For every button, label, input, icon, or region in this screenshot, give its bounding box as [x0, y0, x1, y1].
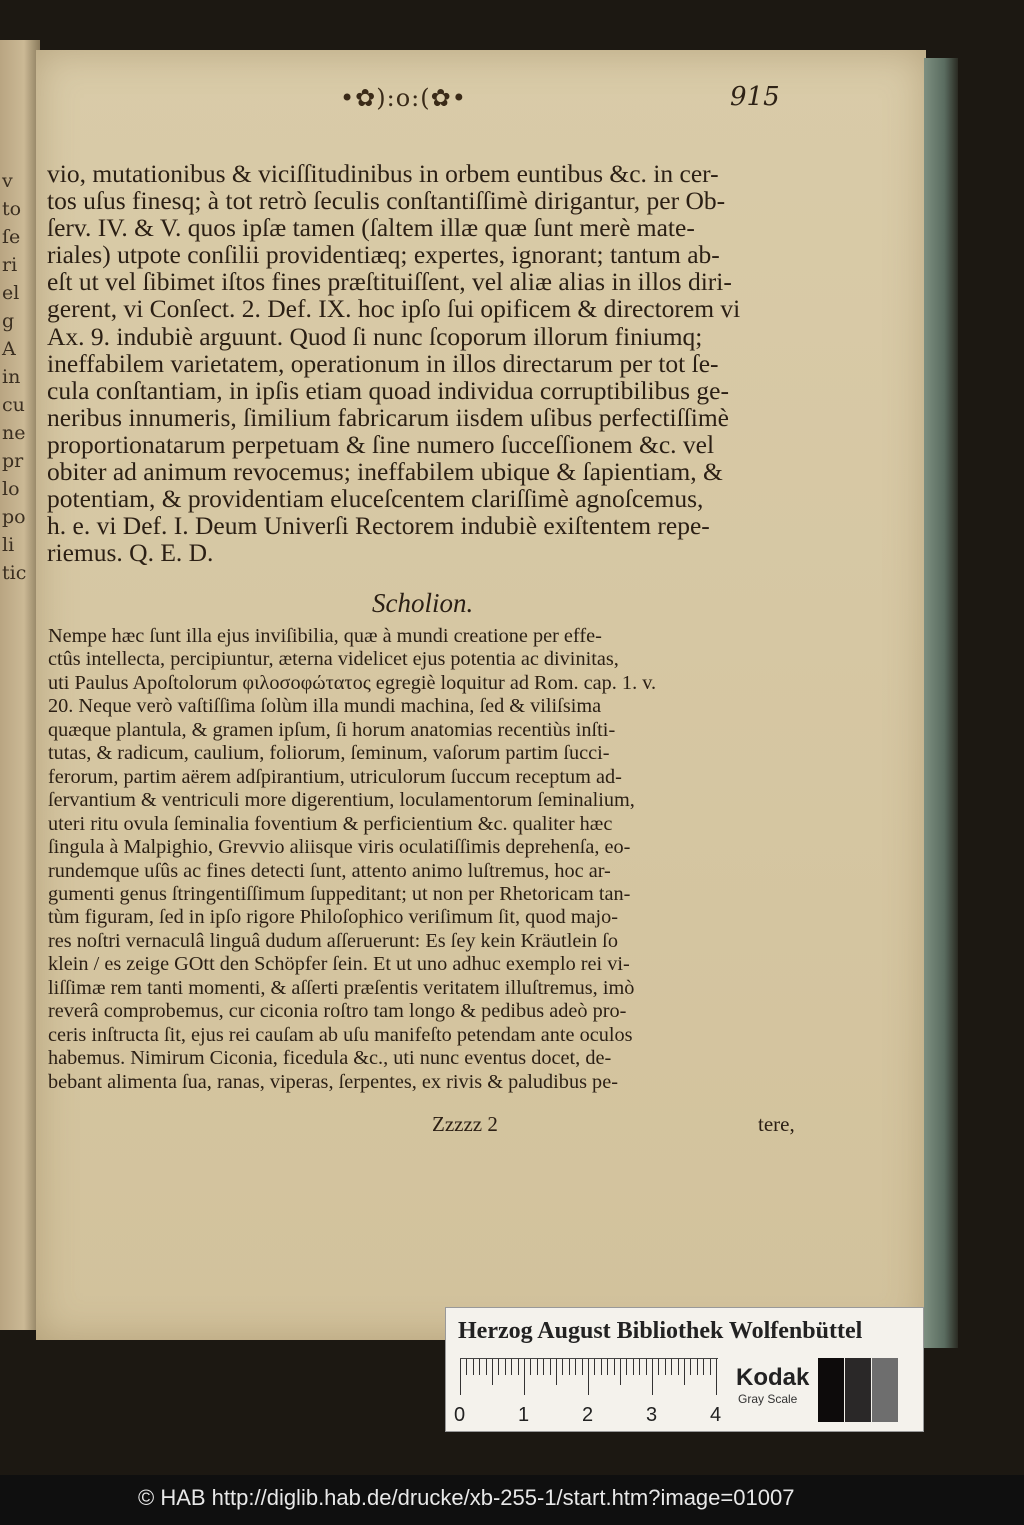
ruler-tick: [505, 1359, 506, 1375]
ruler-tick: [562, 1359, 563, 1375]
facing-page-fragment: pr: [2, 450, 24, 472]
signature-mark: Zzzzz 2: [432, 1112, 498, 1136]
ruler-tick: [530, 1359, 531, 1375]
ruler-tick: [684, 1359, 685, 1385]
text-line: bebant alimenta ſua, ranas, viperas, ſerpentes, ex rivis & paludibus pe-: [48, 1070, 618, 1093]
ruler-tick: [537, 1359, 538, 1375]
running-header: [300, 78, 820, 118]
ruler-tick: [703, 1359, 704, 1375]
scholion-paragraph: [48, 625, 808, 1094]
text-line: ctûs intellecta, percipiuntur, æterna videlicet ejus potentia ac divinitas,: [48, 648, 619, 671]
text-line: eſt ut vel ſibimet iſtos fines præſtituiſſent, vel aliæ alias in illos diri-: [47, 267, 732, 297]
facing-page-fragment: to: [2, 198, 22, 220]
gray-swatch: [845, 1358, 871, 1422]
text-line: habemus. Nimirum Ciconia, ficedula &c., uti nunc eventus docet, de-: [48, 1047, 612, 1070]
text-line: ſingula à Malpighio, Grevvio aliisque viris oculatiſſimis deprehenſa, eo-: [48, 836, 631, 859]
ruler-tick: [633, 1359, 634, 1375]
ruler-tick: [678, 1359, 679, 1375]
ruler-tick: [588, 1359, 589, 1395]
ruler-tick: [620, 1359, 621, 1385]
ruler-tick: [479, 1359, 480, 1375]
facing-page-fragment: lo: [2, 478, 20, 500]
ruler-number: 4: [710, 1404, 722, 1426]
text-line: klein / es zeige GOtt den Schöpfer ſein. Et ut uno adhuc exemplo rei vi-: [48, 953, 630, 976]
text-line: quæque plantula, & gramen ipſum, ſi horum anatomias recentiùs inſti-: [48, 718, 616, 741]
scholion-heading: Scholion.: [372, 588, 474, 618]
facing-page-fragment: in: [2, 366, 21, 388]
ruler-tick: [652, 1359, 653, 1395]
text-line: 20. Neque verò vaſtiſſima ſolùm illa mundi machina, ſed & viliſsima: [48, 695, 602, 718]
facing-page-fragment: ſe: [2, 226, 21, 248]
ruler-tick: [498, 1359, 499, 1375]
text-line: h. e. vi Def. I. Deum Univerſi Rectorem indubiè exiſtentem repe-: [47, 511, 710, 541]
gray-swatch: [818, 1358, 844, 1422]
ruler-tick: [582, 1359, 583, 1375]
ruler-tick: [658, 1359, 659, 1375]
text-line: cula conſtantiam, in ipſis etiam quoad individua corruptibilibus ge-: [47, 375, 729, 405]
text-line: uteri ritu ovula ſeminalia foventium & perficientium &c. qualiter hæc: [48, 812, 613, 835]
page-number: 915: [730, 82, 780, 112]
gray-scale-label: Gray Scale: [738, 1392, 798, 1406]
ruler-tick: [556, 1359, 557, 1385]
ruler-number: 0: [454, 1404, 466, 1426]
text-line: ineffabilem varietatem, operationum in illos directarum per tot ſe-: [47, 348, 719, 378]
ruler-tick: [607, 1359, 608, 1375]
text-line: vio, mutationibus & viciſſitudinibus in orbem euntibus &c. in cer-: [47, 159, 719, 188]
ruler-number: 2: [582, 1404, 594, 1426]
text-line: tos uſus finesq; à tot retrò ſeculis conſtantiſſimè dirigantur, per Ob-: [47, 186, 726, 216]
text-line: riemus. Q. E. D.: [47, 538, 214, 568]
ruler-tick: [575, 1359, 576, 1375]
text-line: res noſtri vernaculâ linguâ dudum aſſeruerunt: Es ſey kein Kräutlein ſo: [48, 929, 618, 952]
header-ornament: •✿):o:(✿•: [340, 84, 467, 112]
ruler-tick: [466, 1359, 467, 1375]
ruler-tick: [639, 1359, 640, 1375]
text-line: gumenti genus ſtringentiſſimum ſuppeditant; ut non per Rhetoricam tan-: [48, 882, 631, 905]
ruler-tick: [569, 1359, 570, 1375]
library-name: Herzog August Bibliothek Wolfenbüttel: [458, 1318, 863, 1344]
text-line: reverâ comprobemus, cur ciconia roſtro tam longo & pedibus adeò pro-: [48, 1000, 627, 1023]
footer-bar: [0, 1475, 1024, 1525]
kodak-label: Kodak: [736, 1364, 810, 1391]
text-line: proportionatarum perpetuam & ſine numero ſucceſſionem &c. vel: [47, 429, 715, 459]
ruler-tick: [486, 1359, 487, 1375]
ruler-tick: [626, 1359, 627, 1375]
ruler-tick: [473, 1359, 474, 1375]
facing-page-sliver: [0, 40, 40, 1330]
ruler-tick: [671, 1359, 672, 1375]
ruler-numbers: [454, 1404, 724, 1426]
text-line: rundemque uſûs ac fines detecti ſunt, attento animo luſtremus, hoc ar-: [48, 859, 611, 882]
main-paragraph: [47, 160, 807, 566]
ruler-tick: [518, 1359, 519, 1375]
facing-page-fragment: A: [2, 338, 16, 360]
ruler-tick: [524, 1359, 525, 1395]
ruler-tick: [550, 1359, 551, 1375]
footer-copyright: © HAB http://diglib.hab.de/drucke/xb-255-1/start.htm?image=01007: [138, 1485, 795, 1510]
facing-page-fragment: ri: [2, 254, 18, 276]
catchword: tere,: [758, 1112, 795, 1136]
facing-page-fragment: li: [2, 534, 15, 556]
facing-page-fragment: v: [2, 170, 13, 192]
ruler-tick: [511, 1359, 512, 1375]
library-color-strip: [445, 1307, 924, 1432]
text-line: uti Paulus Apoſtolorum φιλοσοφώτατος egregiè loquitur ad Rom. cap. 1. v.: [48, 671, 657, 694]
ruler-tick: [710, 1359, 711, 1375]
ruler-tick: [614, 1359, 615, 1375]
ruler-tick: [665, 1359, 666, 1375]
text-line: ſerv. IV. & V. quos ipſæ tamen (ſaltem illæ quæ ſunt merè mate-: [47, 213, 695, 243]
ruler-tick: [697, 1359, 698, 1375]
ruler-number: 1: [518, 1404, 530, 1426]
ruler-tick: [543, 1359, 544, 1375]
text-line: tùm figuram, ſed in ipſo rigore Philoſophico veriſimum ſit, quod majo-: [48, 906, 619, 929]
text-line: potentiam, & providentiam eluceſcentem clariſſimè agnoſcemus,: [47, 484, 704, 514]
ruler-tick: [594, 1359, 595, 1375]
facing-page-fragment: ne: [2, 422, 26, 444]
ruler-tick: [690, 1359, 691, 1375]
text-line: Ax. 9. indubiè arguunt. Quod ſi nunc ſcoporum illorum finiumq;: [47, 321, 703, 351]
text-line: riales) utpote conſilii providentiæq; expertes, ignorant; tantum ab-: [47, 240, 720, 270]
ruler-tick: [646, 1359, 647, 1375]
facing-page-fragment: g: [2, 310, 15, 332]
facing-page-fragment: el: [2, 282, 20, 304]
scale-ruler: [460, 1358, 718, 1399]
ruler-tick: [601, 1359, 602, 1375]
ruler-tick: [716, 1359, 717, 1395]
text-line: obiter ad animum revocemus; ineffabilem ubique & ſapientiam, &: [47, 457, 723, 487]
ruler-number: 3: [646, 1404, 658, 1426]
text-line: neribus innumeris, ſimilium fabricarum iisdem uſibus perfectiſſimè: [47, 402, 729, 432]
facing-page-fragment: po: [2, 506, 26, 528]
text-line: ceris inſtructa ſit, ejus rei cauſam ab uſu manifeſto petendam ante oculos: [48, 1023, 633, 1046]
text-line: ſervantium & ventriculi more digerentium, loculamentorum ſeminalium,: [48, 789, 635, 812]
facing-page-fragment: tic: [2, 562, 27, 584]
ruler-tick: [460, 1359, 461, 1395]
facing-page-fragment: cu: [2, 394, 25, 416]
ruler-tick: [492, 1359, 493, 1385]
text-line: Nempe hæc ſunt illa ejus inviſibilia, quæ à mundi creatione per effe-: [48, 625, 602, 647]
text-line: tutas, & radicum, caulium, foliorum, ſeminum, vaſorum partim ſucci-: [48, 742, 610, 765]
text-line: gerent, vi Conſect. 2. Def. IX. hoc ipſo ſui opificem & directorem vi: [47, 294, 741, 324]
page-edge: [924, 58, 958, 1348]
gray-swatch: [872, 1358, 898, 1422]
text-line: ferorum, partim aërem adſpirantium, utriculorum ſuccum receptum ad-: [48, 765, 622, 788]
text-line: liſſimæ rem tanti momenti, & aſſerti præſentis veritatem illuſtremus, imò: [48, 976, 635, 999]
